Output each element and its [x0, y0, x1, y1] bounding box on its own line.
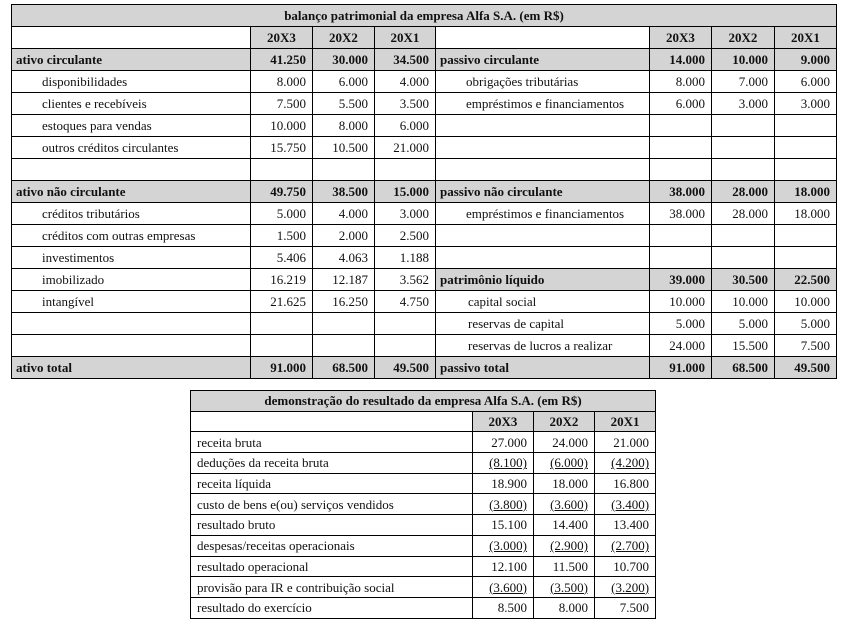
table-row — [191, 494, 656, 515]
row-value — [534, 432, 595, 453]
item-value: 4.063 — [313, 247, 375, 269]
row-value — [534, 515, 595, 536]
row-value — [534, 577, 595, 598]
row-value — [534, 473, 595, 494]
table-row — [12, 203, 837, 225]
row-label: deduções da receita bruta — [191, 453, 473, 474]
item-label: créditos com outras empresas — [12, 225, 251, 247]
row-value — [595, 494, 656, 515]
year-header: 20X3 — [473, 411, 534, 432]
item-value: 3.500 — [375, 93, 436, 115]
item-value: 4.000 — [375, 71, 436, 93]
item-label: intangível — [12, 291, 251, 313]
row-label: resultado bruto — [191, 515, 473, 536]
total-value: 68.500 — [313, 357, 375, 379]
row-value — [473, 515, 534, 536]
item-value: 16.250 — [313, 291, 375, 313]
table-row — [191, 597, 656, 618]
row-value — [473, 597, 534, 618]
year-header: 20X2 — [534, 411, 595, 432]
year-header: 20X3 — [650, 27, 712, 49]
row-value-text: 10.700 — [613, 558, 650, 574]
table-row — [191, 453, 656, 474]
total-label: ativo total — [12, 357, 251, 379]
row-value-text: (3.500) — [550, 579, 588, 595]
item-value: 6.000 — [313, 71, 375, 93]
item-value: 28.000 — [712, 203, 775, 225]
table-row — [12, 335, 837, 357]
item-value: 7.500 — [775, 335, 837, 357]
section-value: 10.000 — [712, 49, 775, 71]
row-value-text: 14.400 — [552, 517, 588, 533]
item-value: 10.000 — [775, 291, 837, 313]
row-value-text: 8.500 — [497, 600, 527, 616]
item-value: 8.000 — [313, 115, 375, 137]
row-value — [595, 453, 656, 474]
year-header: 20X1 — [595, 411, 656, 432]
item-label: outros créditos circulantes — [12, 137, 251, 159]
year-header: 20X1 — [775, 27, 837, 49]
row-value — [473, 473, 534, 494]
row-label: receita bruta — [191, 432, 473, 453]
row-value-text: (4.200) — [611, 455, 650, 471]
item-value: 8.000 — [650, 71, 712, 93]
table-row — [12, 137, 837, 159]
year-header: 20X3 — [251, 27, 313, 49]
total-value: 49.500 — [775, 357, 837, 379]
row-value-text: (3.600) — [489, 579, 527, 595]
year-header-row — [12, 27, 837, 49]
item-label: investimentos — [12, 247, 251, 269]
item-label: obrigações tributárias — [436, 71, 650, 93]
table-row — [191, 515, 656, 536]
row-value — [595, 473, 656, 494]
table-row — [12, 291, 837, 313]
row-label: custo de bens e(ou) serviços vendidos — [191, 494, 473, 515]
row-value-text: 27.000 — [491, 434, 527, 450]
total-value: 91.000 — [251, 357, 313, 379]
item-value: 5.406 — [251, 247, 313, 269]
table-row — [12, 159, 837, 181]
section-label: passivo circulante — [436, 49, 650, 71]
row-value — [534, 556, 595, 577]
row-value — [595, 535, 656, 556]
item-value: 18.000 — [775, 203, 837, 225]
row-value — [473, 556, 534, 577]
section-value: 38.000 — [650, 181, 712, 203]
table-row — [191, 577, 656, 598]
table-row — [12, 225, 837, 247]
section-label: patrimônio líquido — [436, 269, 650, 291]
row-value-text: (2.700) — [611, 538, 650, 554]
row-value-text: 12.100 — [491, 558, 527, 574]
total-label: passivo total — [436, 357, 650, 379]
item-value: 6.000 — [775, 71, 837, 93]
item-value: 5.000 — [775, 313, 837, 335]
item-value: 4.750 — [375, 291, 436, 313]
row-value-text: (3.000) — [489, 538, 527, 554]
section-value: 18.000 — [775, 181, 837, 203]
row-value-text: (8.100) — [489, 455, 527, 471]
income-statement-title: demonstração do resultado da empresa Alfa S.A. (em R$) — [191, 391, 656, 412]
item-label: disponibilidades — [12, 71, 251, 93]
item-label: empréstimos e financiamentos — [436, 93, 650, 115]
row-value-text: 18.000 — [552, 476, 588, 492]
row-value — [473, 432, 534, 453]
table-row — [191, 432, 656, 453]
item-value: 10.500 — [313, 137, 375, 159]
row-value-text: 11.500 — [552, 558, 588, 574]
item-value: 3.000 — [375, 203, 436, 225]
item-value: 5.000 — [650, 313, 712, 335]
item-value: 2.500 — [375, 225, 436, 247]
section-value: 9.000 — [775, 49, 837, 71]
item-value: 7.500 — [251, 93, 313, 115]
row-value — [595, 577, 656, 598]
row-value — [473, 494, 534, 515]
section-value: 39.000 — [650, 269, 712, 291]
item-label: imobilizado — [12, 269, 251, 291]
section-value: 41.250 — [251, 49, 313, 71]
item-value: 7.000 — [712, 71, 775, 93]
item-value: 6.000 — [650, 93, 712, 115]
balance-sheet-table — [11, 4, 837, 379]
income-statement-table — [190, 390, 656, 619]
item-value: 15.500 — [712, 335, 775, 357]
item-value: 10.000 — [712, 291, 775, 313]
total-value: 49.500 — [375, 357, 436, 379]
row-label: provisão para IR e contribuição social — [191, 577, 473, 598]
item-value: 12.187 — [313, 269, 375, 291]
section-value: 15.000 — [375, 181, 436, 203]
year-header: 20X1 — [375, 27, 436, 49]
table-row — [12, 71, 837, 93]
row-value-text: 8.000 — [558, 600, 588, 616]
row-value — [534, 535, 595, 556]
table-row — [191, 556, 656, 577]
item-value: 10.000 — [650, 291, 712, 313]
table-row — [191, 535, 656, 556]
table-row — [191, 473, 656, 494]
section-label: ativo não circulante — [12, 181, 251, 203]
item-value: 21.000 — [375, 137, 436, 159]
row-label: despesas/receitas operacionais — [191, 535, 473, 556]
row-value — [473, 535, 534, 556]
row-value — [595, 556, 656, 577]
section-value: 22.500 — [775, 269, 837, 291]
item-label: reservas de lucros a realizar — [436, 335, 650, 357]
row-value-text: (6.000) — [550, 455, 588, 471]
item-label: reservas de capital — [436, 313, 650, 335]
row-label: receita líquida — [191, 473, 473, 494]
year-header: 20X2 — [313, 27, 375, 49]
item-label: clientes e recebíveis — [12, 93, 251, 115]
year-header-row — [191, 411, 656, 432]
table-row — [12, 269, 837, 291]
row-value — [595, 597, 656, 618]
item-value: 21.625 — [251, 291, 313, 313]
item-value: 5.500 — [313, 93, 375, 115]
item-value: 4.000 — [313, 203, 375, 225]
section-label: passivo não circulante — [436, 181, 650, 203]
item-value: 3.562 — [375, 269, 436, 291]
row-value-text: 18.900 — [491, 476, 527, 492]
row-value-text: (3.600) — [550, 496, 588, 512]
item-value: 3.000 — [775, 93, 837, 115]
total-value: 91.000 — [650, 357, 712, 379]
section-value: 38.500 — [313, 181, 375, 203]
row-value — [534, 494, 595, 515]
row-value-text: 7.500 — [619, 600, 650, 616]
item-value: 10.000 — [251, 115, 313, 137]
table-row — [12, 181, 837, 203]
table-row — [12, 49, 837, 71]
row-value — [595, 515, 656, 536]
item-value: 24.000 — [650, 335, 712, 357]
row-value — [473, 453, 534, 474]
item-value: 1.500 — [251, 225, 313, 247]
item-value: 2.000 — [313, 225, 375, 247]
item-value: 1.188 — [375, 247, 436, 269]
row-value-text: (2.900) — [550, 538, 588, 554]
year-header: 20X2 — [712, 27, 775, 49]
section-label: ativo circulante — [12, 49, 251, 71]
item-value: 8.000 — [251, 71, 313, 93]
item-label: estoques para vendas — [12, 115, 251, 137]
row-value — [595, 432, 656, 453]
item-value: 16.219 — [251, 269, 313, 291]
total-row — [12, 357, 837, 379]
row-value-text: (3.800) — [489, 496, 527, 512]
row-value-text: 24.000 — [552, 434, 588, 450]
section-value: 14.000 — [650, 49, 712, 71]
row-value-text: 13.400 — [613, 517, 650, 533]
table-row — [12, 115, 837, 137]
table-row — [12, 247, 837, 269]
item-value: 6.000 — [375, 115, 436, 137]
table-row — [12, 313, 837, 335]
section-value: 34.500 — [375, 49, 436, 71]
row-value — [534, 453, 595, 474]
item-label: empréstimos e financiamentos — [436, 203, 650, 225]
item-label: capital social — [436, 291, 650, 313]
row-label: resultado do exercício — [191, 597, 473, 618]
item-value: 15.750 — [251, 137, 313, 159]
row-value — [534, 597, 595, 618]
income-statement-body — [191, 432, 656, 618]
total-value: 68.500 — [712, 357, 775, 379]
section-value: 30.000 — [313, 49, 375, 71]
row-label: resultado operacional — [191, 556, 473, 577]
item-value: 5.000 — [712, 313, 775, 335]
row-value-text: (3.200) — [611, 579, 650, 595]
section-value: 30.500 — [712, 269, 775, 291]
row-value-text: 21.000 — [613, 434, 650, 450]
item-label: créditos tributários — [12, 203, 251, 225]
item-value: 5.000 — [251, 203, 313, 225]
row-value-text: 15.100 — [491, 517, 527, 533]
item-value: 3.000 — [712, 93, 775, 115]
section-value: 49.750 — [251, 181, 313, 203]
row-value — [473, 577, 534, 598]
section-value: 28.000 — [712, 181, 775, 203]
row-value-text: 16.800 — [613, 476, 650, 492]
table-row — [12, 93, 837, 115]
balance-sheet-title: balanço patrimonial da empresa Alfa S.A. (em R$) — [12, 5, 837, 27]
item-value: 38.000 — [650, 203, 712, 225]
row-value-text: (3.400) — [611, 496, 650, 512]
